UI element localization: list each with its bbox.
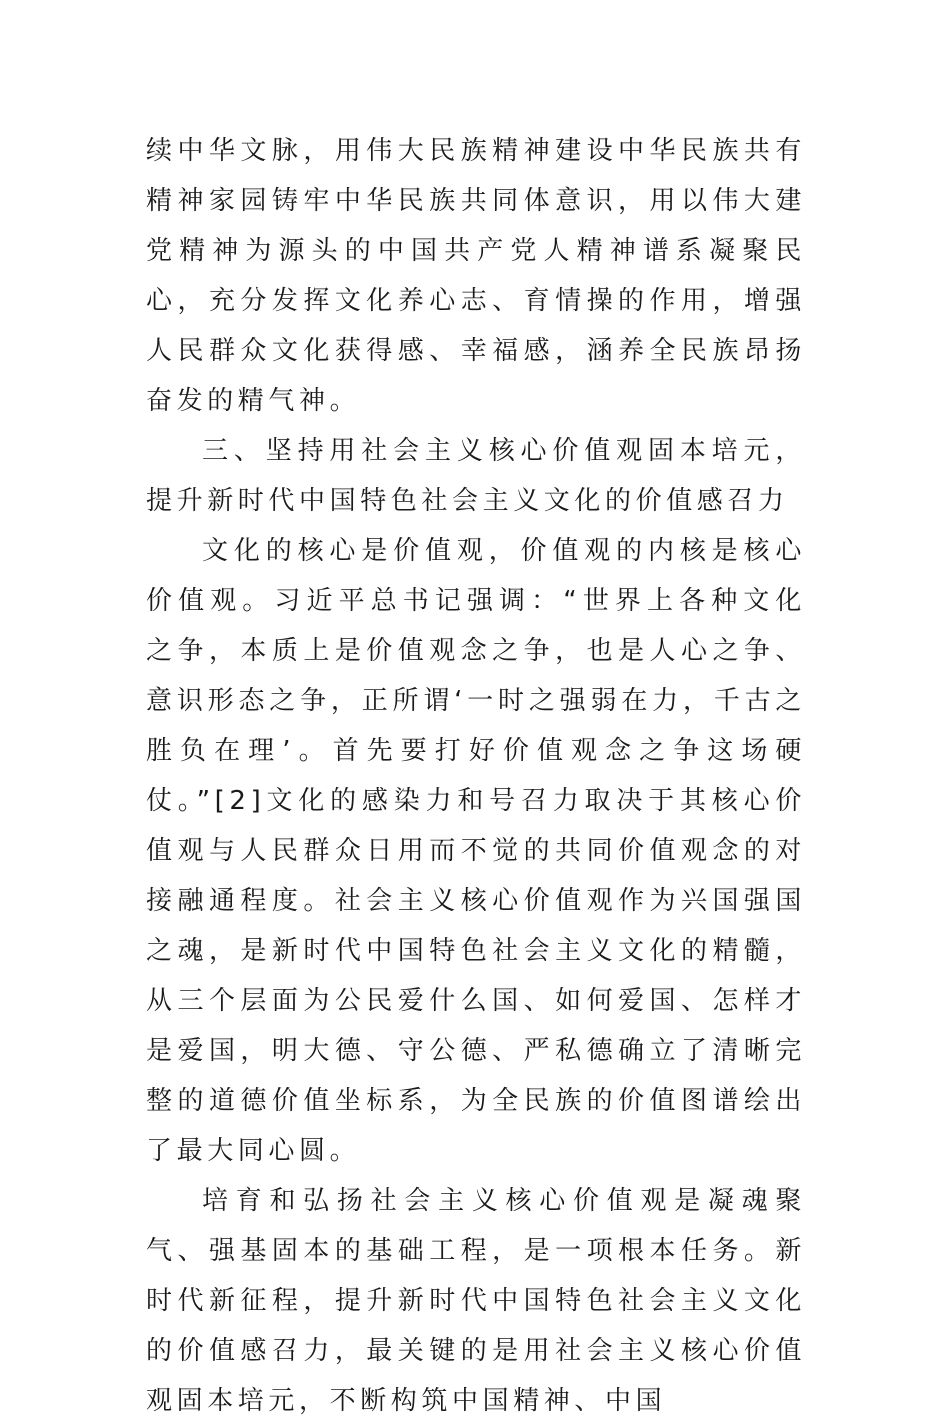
document-page <box>146 126 806 1426</box>
section-heading: 三、坚持用社会主义核心价值观固本培元，提升新时代中国特色社会主义文化的价值感召力 <box>146 436 806 516</box>
paragraph-cultivation: 培育和弘扬社会主义核心价值观是凝魂聚气、强基固本的基础工程，是一项根本任务。新时代新征程，提升新时代中国特色社会主义文化的价值感召力，最关键的是用社会主义核心价值观固本培元，不断构筑中国精神、中国 <box>146 1186 806 1416</box>
paragraph-continuation: 续中华文脉，用伟大民族精神建设中华民族共有精神家园铸牢中华民族共同体意识，用以伟大建党精神为源头的中国共产党人精神谱系凝聚民心，充分发挥文化养心志、育情操的作用，增强人民群众文化获得感、幸福感，涵养全民族昂扬奋发的精气神。 <box>146 136 806 416</box>
paragraph-core-values: 文化的核心是价值观，价值观的内核是核心价值观。习近平总书记强调：“世界上各种文化之争，本质上是价值观念之争，也是人心之争、意识形态之争，正所谓‘一时之强弱在力，千古之胜负在理’。首先要打好价值观念之争这场硬仗。”[2]文化的感染力和号召力取决于其核心价值观与人民群众日用而不觉的共同价值观念的对接融通程度。社会主义核心价值观作为兴国强国之魂，是新时代中国特色社会主义文化的精髓，从三个层面为公民爱什么国、如何爱国、怎样才是爱国，明大德、守公德、严私德确立了清晰完整的道德价值坐标系，为全民族的价值图谱绘出了最大同心圆。 <box>146 536 806 1166</box>
